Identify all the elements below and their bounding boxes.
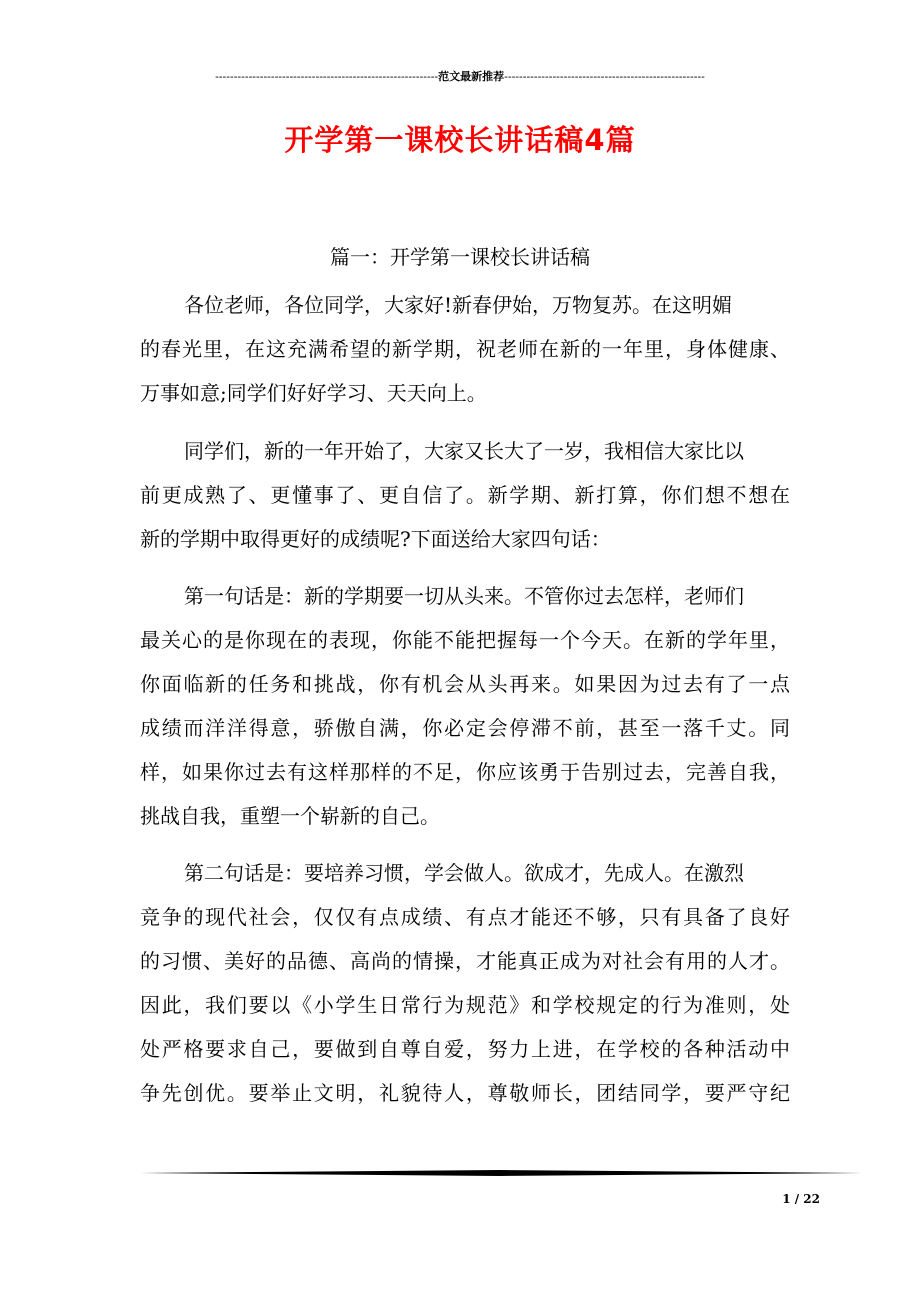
page-number: 1 / 22 [782,1192,820,1206]
text-line: 挑战自我，重塑一个崭新的自己。 [140,804,440,828]
header-tag: 范文最新推荐 [438,70,505,83]
text-line: 新的学期中取得更好的成绩呢?下面送给大家四句话： [140,527,611,551]
text-line: 成绩而洋洋得意，骄傲自满，你必定会停滞不前，甚至一落千丈。同 [140,716,790,740]
text-line: 前更成熟了、更懂事了、更自信了。新学期、新打算，你们想不想在 [140,483,790,507]
text-line: 各位老师，各位同学，大家好!新春伊始，万物复苏。在这明媚 [184,293,733,317]
text-line: 的春光里，在这充满希望的新学期，祝老师在新的一年里，身体健康、 [140,337,790,361]
text-line: 你面临新的任务和挑战，你有机会从头再来。如果因为过去有了一点 [140,672,790,696]
document-title: 开学第一课校长讲话稿4篇 [284,123,636,157]
text-line: 因此，我们要以《小学生日常行为规范》和学校规定的行为准则，处 [140,993,790,1017]
text-line: 万事如意;同学们好好学习、天天向上。 [140,381,487,405]
text-line: 争先创优。要举止文明，礼貌待人，尊敬师长，团结同学，要严守纪 [140,1081,790,1105]
text-line: 样，如果你过去有这样那样的不足，你应该勇于告别过去，完善自我， [140,760,790,784]
text-line: 同学们，新的一年开始了，大家又长大了一岁，我相信大家比以 [184,439,744,463]
header-right-dashes: ------------------------------------------------------ [504,70,705,83]
text-line: 处严格要求自己，要做到自尊自爱，努力上进，在学校的各种活动中 [140,1037,790,1061]
header-left-dashes: ------------------------------------------------------------ [215,70,439,83]
text-line: 第二句话是：要培养习惯，学会做人。欲成才，先成人。在激烈 [184,861,744,885]
text-line: 第一句话是：新的学期要一切从头来。不管你过去怎样，老师们 [184,584,744,608]
footer-divider [140,1168,863,1178]
text-line: 的习惯、美好的品德、高尚的情操，才能真正成为对社会有用的人才。 [140,949,790,973]
text-line: 最关心的是你现在的表现，你能不能把握每一个今天。在新的学年里， [140,628,790,652]
section-subtitle: 篇一：开学第一课校长讲话稿 [330,245,590,269]
header-rule [140,70,780,84]
text-line: 竞争的现代社会，仅仅有点成绩、有点才能还不够，只有具备了良好 [140,905,790,929]
